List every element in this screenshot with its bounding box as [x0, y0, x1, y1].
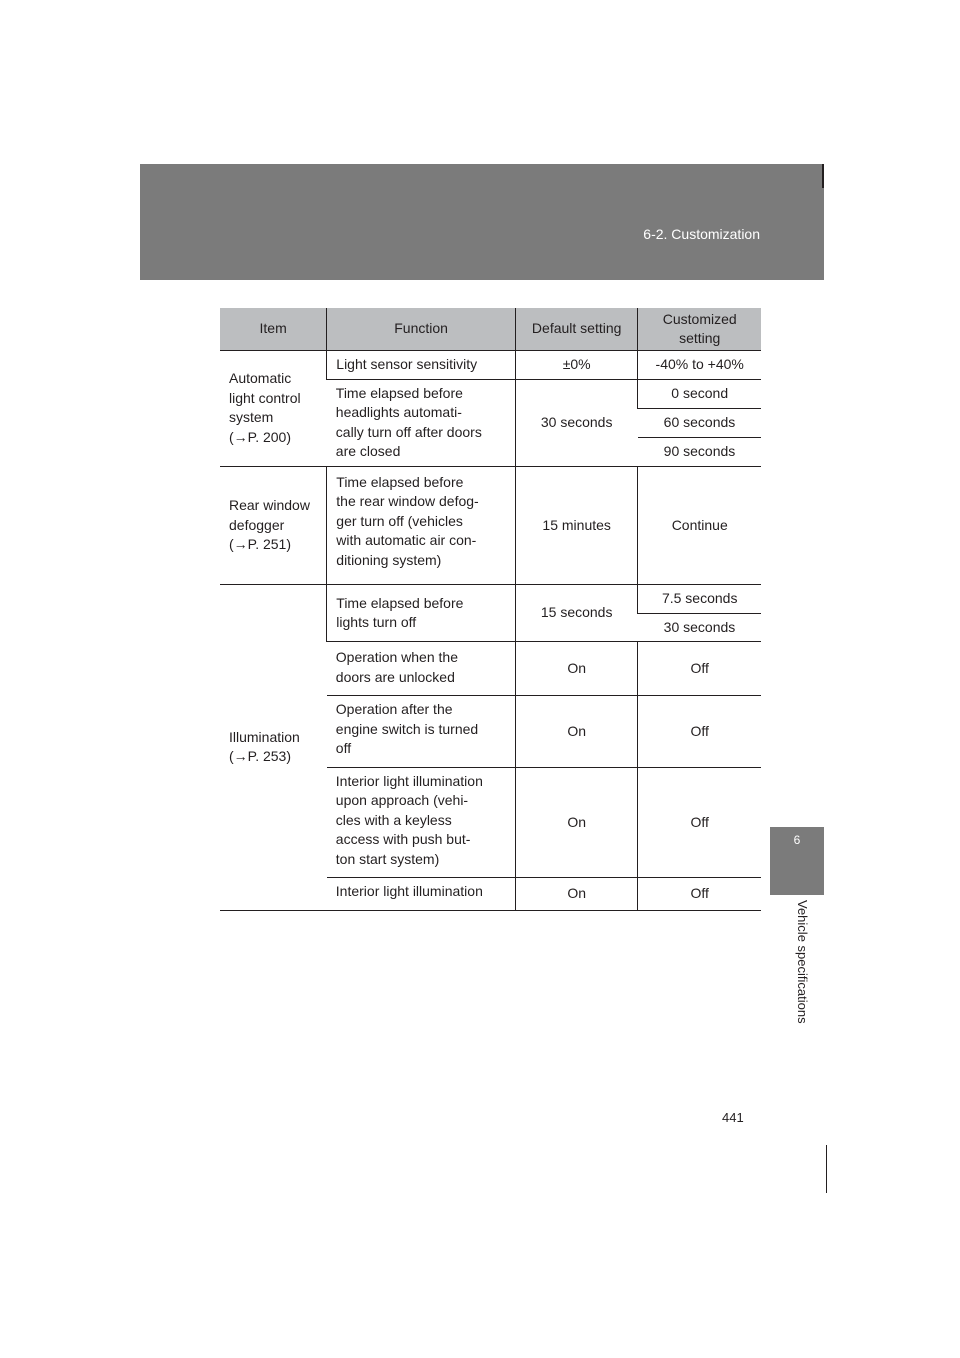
customized-cell: -40% to +40%: [638, 351, 761, 380]
customized-cell: 0 second: [638, 379, 761, 408]
customized-cell: 7.5 seconds: [638, 585, 761, 614]
default-cell: 15 minutes: [515, 466, 638, 585]
customized-cell: Off: [638, 696, 761, 768]
item-cell: Automatic light control system (→P. 200): [220, 351, 327, 467]
header-customized: Customized setting: [638, 308, 761, 351]
chapter-tab: [770, 827, 824, 895]
table-row: [220, 351, 761, 380]
customized-cell: Off: [638, 642, 761, 696]
customized-cell: 60 seconds: [638, 408, 761, 437]
customized-cell: 90 seconds: [638, 437, 761, 466]
table-header-row: [220, 308, 761, 351]
chapter-title: Vehicle specifications: [795, 900, 810, 1024]
function-cell: Interior light illumination: [327, 878, 516, 911]
header-item: Item: [220, 308, 327, 351]
chapter-number: 6: [793, 833, 801, 847]
table-row: [220, 466, 761, 585]
function-cell: Light sensor sensitivity: [327, 351, 516, 380]
default-cell: On: [515, 696, 638, 768]
item-cell: Rear window defogger (→P. 251): [220, 466, 327, 585]
table-row: [220, 585, 761, 614]
customization-table: [220, 308, 761, 911]
default-cell: 15 seconds: [515, 585, 638, 642]
default-cell: ±0%: [515, 351, 638, 380]
default-cell: 30 seconds: [515, 379, 638, 466]
header-band: [140, 164, 824, 280]
customized-cell: Off: [638, 878, 761, 911]
function-cell: Time elapsed before lights turn off: [327, 585, 516, 642]
crop-mark: [822, 164, 824, 188]
page-number: 441: [722, 1110, 744, 1125]
function-cell: Operation after the engine switch is turned off: [327, 696, 516, 768]
default-cell: On: [515, 878, 638, 911]
customized-cell: Off: [638, 767, 761, 878]
header-default: Default setting: [515, 308, 638, 351]
page-rule: [826, 1145, 827, 1193]
customized-cell: Continue: [638, 466, 761, 585]
item-cell: Illumination (→P. 253): [220, 585, 327, 911]
header-function: Function: [327, 308, 516, 351]
function-cell: Interior light illumination upon approach (vehi- cles with a keyless access with push but- ton start system): [327, 767, 516, 878]
function-cell: Time elapsed before headlights automati- cally turn off after doors are closed: [327, 379, 516, 466]
default-cell: On: [515, 642, 638, 696]
section-title: 6-2. Customization: [643, 226, 760, 242]
default-cell: On: [515, 767, 638, 878]
function-cell: Time elapsed before the rear window defog- ger turn off (vehicles with automatic air con- ditioning system): [327, 466, 516, 585]
function-cell: Operation when the doors are unlocked: [327, 642, 516, 696]
customized-cell: 30 seconds: [638, 613, 761, 642]
